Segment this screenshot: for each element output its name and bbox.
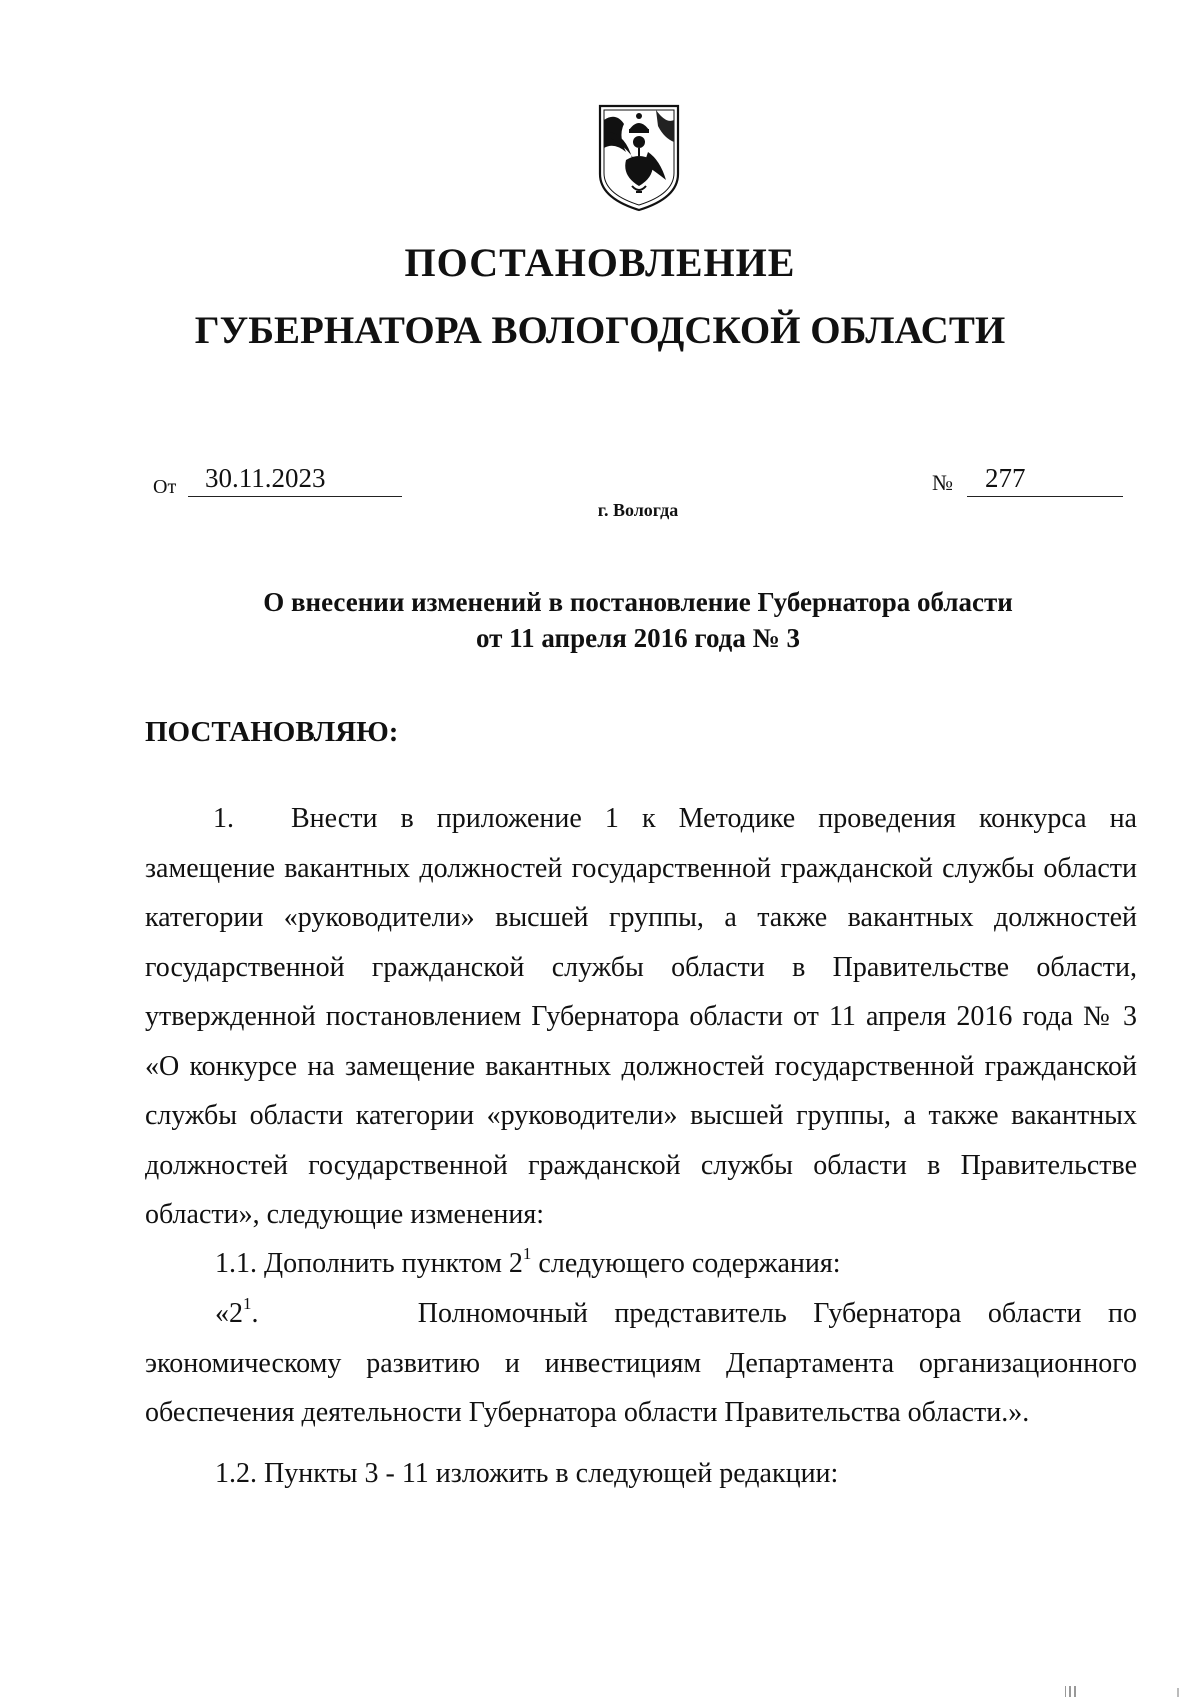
quote-open: «2 — [215, 1298, 243, 1329]
quoted-item-first-line-text: Полномочный представитель Губернатора области по — [417, 1298, 1138, 1329]
paragraph-1-number: 1. — [213, 803, 234, 834]
superscript: 1 — [522, 1243, 532, 1263]
document-number: 277 — [967, 462, 1123, 497]
decree-word: ПОСТАНОВЛЯЮ: — [145, 716, 399, 748]
quoted-item-2-1 — [145, 1289, 1137, 1438]
subject-line-2: от 11 апреля 2016 года № 3 — [476, 623, 800, 653]
vologda-coat-of-arms-icon — [596, 102, 682, 214]
paragraph-1-1-text: 1.1. Дополнить пунктом 2 — [215, 1248, 523, 1279]
date-prefix: От — [153, 476, 177, 498]
coat-of-arms-emblem — [596, 102, 682, 214]
document-subject — [0, 584, 1200, 656]
paragraph-1-2: 1.2. Пункты 3 - 11 изложить в следующей редакции: — [215, 1458, 839, 1489]
subject-line-1: О внесении изменений в постановление Губернатора области — [263, 587, 1013, 617]
city-name: г. Вологда — [597, 500, 679, 520]
scan-marks — [1065, 1684, 1185, 1697]
paragraph-1-1-tail: следующего содержания: — [531, 1248, 841, 1279]
number-sign: № — [932, 470, 953, 495]
quoted-item-first-line — [145, 1289, 1137, 1339]
document-date: 30.11.2023 — [188, 462, 402, 497]
superscript: 1 — [243, 1293, 252, 1313]
quote-dot: . — [251, 1298, 259, 1329]
paragraph-1-1 — [145, 1239, 1137, 1289]
document-title: ПОСТАНОВЛЕНИЕ — [404, 240, 796, 285]
paragraph-1-text: Внести в приложение 1 к Методике проведения конкурса на замещение вакантных должностей государственной гражданской службы области категории «руководители» высшей группы, а также вакантных должностей государственной гражданской службы области в Правительстве области, утвержденной постановлением Губернатора области от 11 апреля 2016 года № 3 «О конкурсе на замещение вакантных должностей государственной гражданской службы области категории «руководители» высшей группы, а также вакантных должностей государственной гражданской службы области в Правительстве области», следующие изменения: — [145, 803, 1137, 1230]
paragraph-1 — [145, 794, 1137, 1240]
issuing-authority: ГУБЕРНАТОРА ВОЛОГОДСКОЙ ОБЛАСТИ — [194, 309, 1006, 352]
quoted-item-rest-text: экономическому развитию и инвестициям Департамента организационного обеспечения деятельности Губернатора области Правительства области.». — [145, 1347, 1137, 1428]
